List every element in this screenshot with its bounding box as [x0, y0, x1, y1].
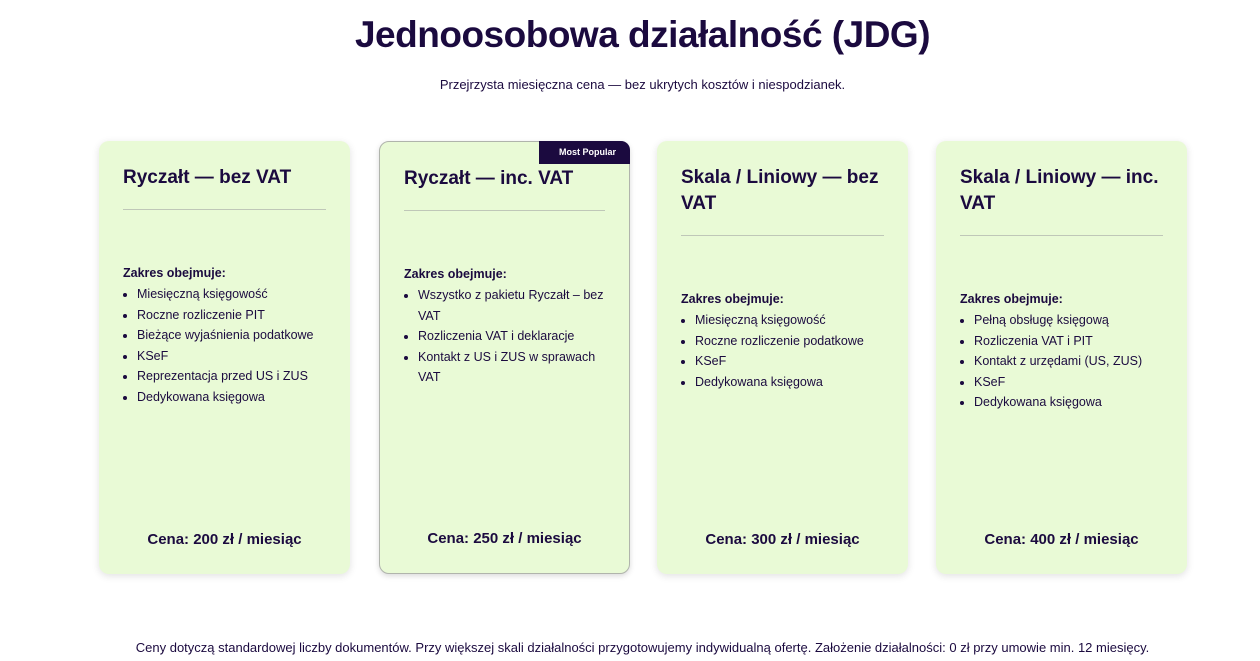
scope-label: Zakres obejmuje:: [404, 267, 507, 281]
plan-title: Ryczałt — inc. VAT: [404, 168, 574, 189]
plan-price: Cena: 300 zł / miesiąc: [705, 531, 860, 548]
divider: [960, 235, 1163, 236]
feature-list: [960, 310, 1163, 413]
pricing-card: [936, 141, 1187, 574]
feature-item: • Rozliczenia VAT i deklaracje: [418, 326, 605, 347]
feature-item: • Bieżące wyjaśnienia podatkowe: [137, 325, 326, 346]
pricing-card: [657, 141, 908, 574]
feature-item: • Miesięczną księgowość: [695, 310, 884, 331]
feature-item: • Kontakt z US i ZUS w sprawach VAT: [418, 347, 605, 388]
plan-title: Ryczałt — bez VAT: [123, 167, 292, 188]
scope-label: Zakres obejmuje:: [123, 266, 226, 280]
feature-item: • Pełną obsługę księgową: [974, 310, 1163, 331]
feature-list: [123, 284, 326, 408]
feature-item: • Dedykowana księgowa: [137, 387, 326, 408]
plan-price: Cena: 200 zł / miesiąc: [147, 531, 302, 548]
feature-list: [681, 310, 884, 392]
divider: [404, 210, 605, 211]
plan-title: Skala / Liniowy — bez VAT: [681, 167, 879, 214]
feature-item: • Wszystko z pakietu Ryczałt – bez VAT: [418, 285, 605, 326]
pricing-footnote: Ceny dotyczą standardowej liczby dokumentów. Przy większej skali działalności przygotowujemy indywidualną ofertę. Założenie działalności: 0 zł przy umowie min. 12 miesięcy.: [135, 640, 1150, 655]
feature-item: • KSeF: [974, 372, 1163, 393]
feature-item: • Rozliczenia VAT i PIT: [974, 331, 1163, 352]
plan-price: Cena: 400 zł / miesiąc: [984, 531, 1139, 548]
scope-label: Zakres obejmuje:: [681, 292, 784, 306]
feature-item: • Roczne rozliczenie podatkowe: [695, 331, 884, 352]
divider: [123, 209, 326, 210]
most-popular-badge: Most Popular: [539, 141, 630, 164]
feature-item: • KSeF: [695, 351, 884, 372]
feature-item: • KSeF: [137, 346, 326, 367]
page-subtitle: Przejrzysta miesięczna cena — bez ukrytych kosztów i niespodzianek.: [439, 77, 846, 92]
divider: [681, 235, 884, 236]
feature-item: • Dedykowana księgowa: [695, 372, 884, 393]
page-title: Jednoosobowa działalność (JDG): [354, 14, 931, 55]
plan-price: Cena: 250 zł / miesiąc: [427, 530, 582, 547]
feature-item: • Miesięczną księgowość: [137, 284, 326, 305]
feature-item: • Reprezentacja przed US i ZUS: [137, 366, 326, 387]
feature-item: • Kontakt z urzędami (US, ZUS): [974, 351, 1163, 372]
feature-item: • Dedykowana księgowa: [974, 392, 1163, 413]
feature-item: • Roczne rozliczenie PIT: [137, 305, 326, 326]
pricing-card: [379, 141, 630, 574]
pricing-card: [99, 141, 350, 574]
feature-list: [404, 285, 605, 388]
plan-title: Skala / Liniowy — inc. VAT: [960, 167, 1159, 214]
scope-label: Zakres obejmuje:: [960, 292, 1063, 306]
